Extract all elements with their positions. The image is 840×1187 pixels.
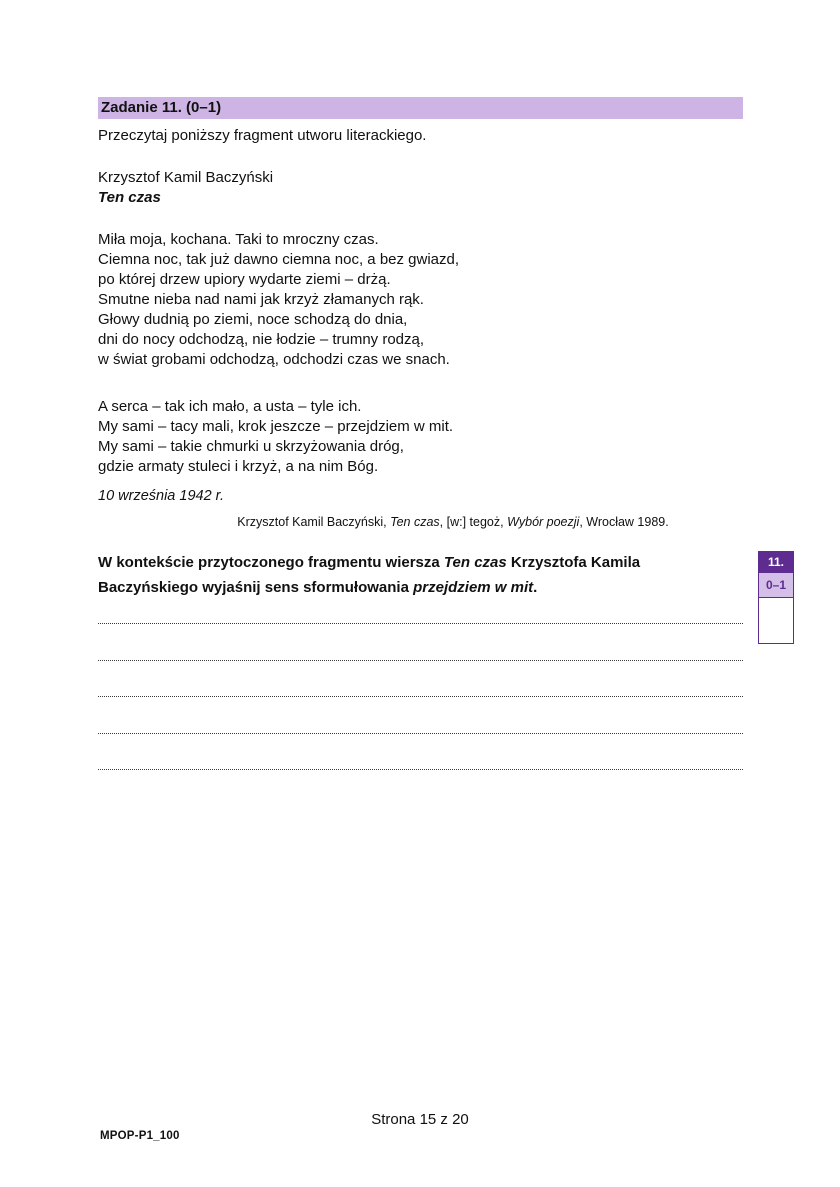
poem-line: My sami – takie chmurki u skrzyżowania dróg,	[98, 438, 404, 455]
answer-area	[98, 600, 743, 770]
source-citation	[98, 515, 743, 530]
poem-line: Ciemna noc, tak już dawno ciemna noc, a bez gwiazd,	[98, 251, 460, 268]
poem-line: gdzie armaty stuleci i krzyż, a na nim Bóg.	[98, 458, 379, 475]
score-box	[758, 551, 794, 644]
poem-heading	[98, 168, 743, 208]
poem-line: My sami – tacy mali, krok jeszcze – przejdziem w mit.	[98, 418, 454, 435]
answer-dotted-line	[98, 661, 743, 698]
answer-dotted-line	[98, 600, 743, 624]
question-text	[98, 550, 743, 600]
citation-text: , [w:] tegoż,	[439, 515, 508, 529]
question-segment: W kontekście przytoczonego fragmentu wiersza	[98, 554, 444, 571]
poem-line: dni do nocy odchodzą, nie łodzie – trumny rodzą,	[98, 331, 425, 348]
task-header-label: Zadanie 11. (0–1)	[101, 99, 222, 116]
citation-text: Krzysztof Kamil Baczyński,	[237, 515, 391, 529]
answer-dotted-line	[98, 624, 743, 661]
page-number: Strona 15 z 20	[371, 1111, 469, 1128]
answer-dotted-line	[98, 697, 743, 734]
question-work-title: Ten czas	[443, 554, 507, 571]
poem-line: w świat grobami odchodzą, odchodzi czas we snach.	[98, 351, 450, 368]
poem-stanza-2	[98, 397, 743, 477]
form-code: MPOP-P1_100	[100, 1130, 180, 1142]
answer-dotted-line	[98, 734, 743, 771]
task-instruction: Przeczytaj poniższy fragment utworu literackiego.	[98, 127, 427, 144]
score-box-empty-cell	[759, 597, 793, 643]
citation-volume-title: Wybór poezji	[507, 515, 580, 529]
poem-line: Głowy dudnią po ziemi, noce schodzą do dnia,	[98, 311, 408, 328]
question-segment: .	[533, 579, 538, 596]
question-segment: Krzysztofa Kamila	[506, 554, 641, 571]
poem-date: 10 września 1942 r.	[98, 488, 225, 504]
poem-line: Smutne nieba nad nami jak krzyż złamanych rąk.	[98, 291, 424, 308]
citation-text: , Wrocław 1989.	[579, 515, 669, 529]
score-box-points-range: 0–1	[759, 572, 793, 597]
question-quoted-phrase: przejdziem w mit	[413, 579, 534, 596]
citation-work-title: Ten czas	[390, 515, 440, 529]
poem-line: po której drzew upiory wydarte ziemi – drżą.	[98, 271, 391, 288]
task-content-column	[98, 97, 743, 770]
poem-title: Ten czas	[98, 189, 161, 206]
task-header-band	[98, 97, 743, 119]
score-box-task-number: 11.	[759, 552, 793, 572]
poem-line: A serca – tak ich mało, a usta – tyle ich.	[98, 398, 362, 415]
question-segment: Baczyńskiego wyjaśnij sens sformułowania	[98, 579, 414, 596]
poem-author: Krzysztof Kamil Baczyński	[98, 169, 274, 186]
poem-stanza-1	[98, 230, 743, 370]
poem-line: Miła moja, kochana. Taki to mroczny czas.	[98, 231, 379, 248]
